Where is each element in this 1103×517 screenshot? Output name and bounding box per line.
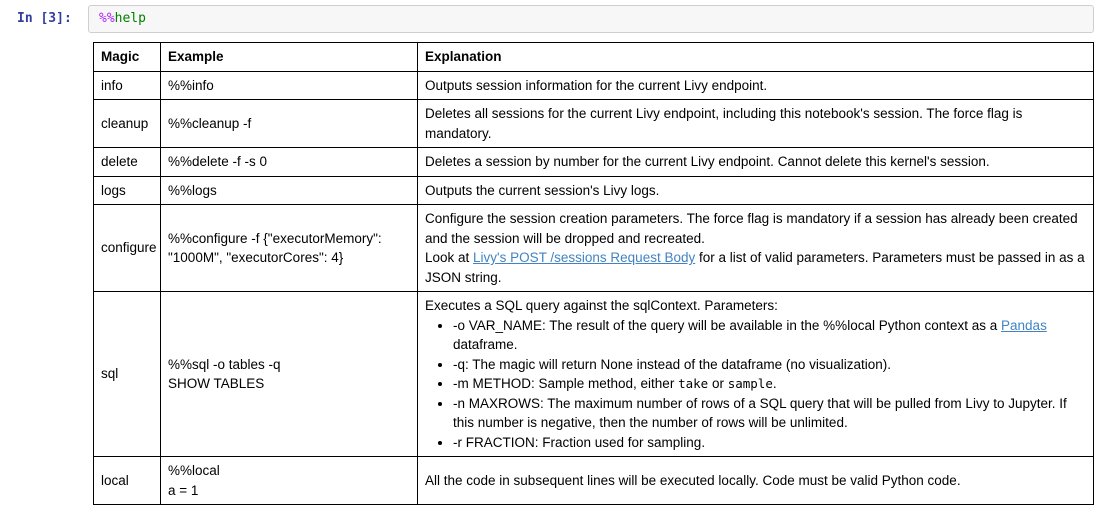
example-cell: %%cleanup -f [161, 100, 418, 148]
explanation-text-pre: Look at [425, 250, 474, 265]
example-cell: %%configure -f {"executorMemory": "1000M", "executorCores": 4} [161, 205, 418, 292]
explanation-cell: Deletes all sessions for the current Livy endpoint, including this notebook's session. The force flag is mandatory. [418, 100, 1094, 148]
explanation-cell: Deletes a session by number for the current Livy endpoint. Cannot delete this kernel's session. [418, 148, 1094, 177]
header-magic: Magic [94, 43, 161, 72]
table-row-cleanup [94, 100, 1094, 148]
table-header-row [94, 43, 1094, 72]
table-row-logs [94, 176, 1094, 205]
help-table [93, 42, 1094, 505]
table-row-delete [94, 148, 1094, 177]
parameter-item-o [453, 316, 1086, 355]
parameter-item-n: • -n MAXROWS: The maximum number of rows of a SQL query that will be pulled from Livy to Jupyter. If this number is negative, then the number of rows will be unlimited. [453, 394, 1086, 433]
magic-cell: local [94, 457, 161, 505]
parameter-text: dataframe. [453, 337, 518, 352]
explanation-cell: Outputs the current session's Livy logs. [418, 176, 1094, 205]
header-example: Example [161, 43, 418, 72]
explanation-text: Configure the session creation parameters. The force flag is mandatory if a session has already been created and the session will be dropped and recreated. [425, 211, 1078, 246]
example-cell: %%info [161, 71, 418, 100]
table-row-configure [94, 205, 1094, 292]
parameter-text: -o VAR_NAME: The result of the query will be available in the %%local Python context as a [453, 317, 1002, 333]
example-cell [161, 457, 418, 505]
example-cell [161, 292, 418, 457]
explanation-cell [418, 205, 1094, 292]
explanation-text-post: for a list of valid parameters. Parameters must be passed in as a JSON string. [425, 250, 1085, 285]
parameter-item-m [453, 374, 1086, 394]
code-input[interactable] [88, 5, 1094, 33]
example-line: a = 1 [168, 482, 199, 498]
code-literal: sample [727, 376, 773, 391]
magic-symbol: %% [99, 11, 115, 26]
explanation-intro: Executes a SQL query against the sqlContext. Parameters: [425, 298, 778, 313]
magic-cell: configure [94, 205, 161, 292]
explanation-text [425, 248, 1086, 287]
example-line: SHOW TABLES [168, 376, 265, 391]
header-explanation: Explanation [418, 43, 1094, 72]
code-literal: take [678, 376, 709, 391]
example-line: %%local [168, 463, 220, 478]
magic-cell: delete [94, 148, 161, 177]
table-row-local [94, 457, 1094, 505]
output-area [93, 42, 1093, 505]
explanation-cell [418, 292, 1094, 457]
table-row-sql [94, 292, 1094, 457]
input-prompt: In [3]: [17, 11, 72, 26]
livy-post-sessions-link[interactable]: Livy's POST /sessions Request Body [473, 250, 696, 265]
magic-name: help [114, 11, 146, 26]
example-line: %%sql -o tables -q [168, 356, 281, 372]
table-row-info [94, 71, 1094, 100]
magic-cell: cleanup [94, 100, 161, 148]
parameter-list [425, 316, 1086, 453]
example-cell: %%logs [161, 176, 418, 205]
magic-cell: info [94, 71, 161, 100]
parameter-text: or [708, 376, 728, 391]
parameter-item-q: • -q: The magic will return None instead of the dataframe (no visualization). [453, 355, 1086, 375]
notebook-cell [0, 0, 1103, 33]
parameter-text: . [772, 376, 777, 391]
parameter-text: -m METHOD: Sample method, either [453, 376, 679, 391]
explanation-cell: Outputs session information for the current Livy endpoint. [418, 71, 1094, 100]
example-cell: %%delete -f -s 0 [161, 148, 418, 177]
explanation-cell: All the code in subsequent lines will be executed locally. Code must be valid Python code. [418, 457, 1094, 505]
magic-cell: logs [94, 176, 161, 205]
parameter-item-r: • -r FRACTION: Fraction used for sampling. [453, 433, 1086, 453]
pandas-link[interactable]: Pandas [1001, 317, 1047, 333]
magic-cell: sql [94, 292, 161, 457]
